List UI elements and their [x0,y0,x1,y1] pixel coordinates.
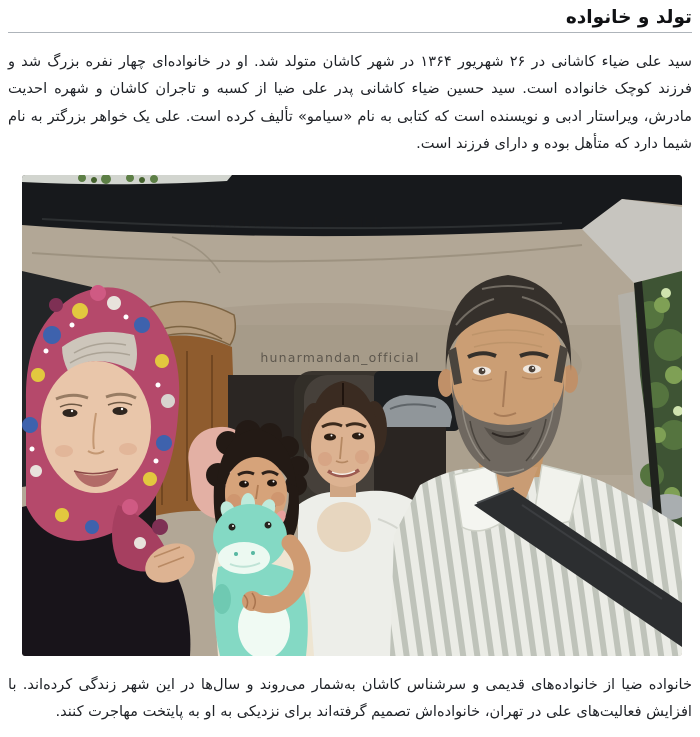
watermark-text: hunarmandan_official [260,349,420,365]
family-car-photo[interactable] [22,175,682,656]
family-car-photo-graphic [22,175,682,656]
paragraph-family: خانواده ضیا از خانواده‌های قدیمی و سرشناس کاشان به‌شمار می‌روند و سال‌ها در این شهر زندگی کرده‌اند. با افزایش فعالیت‌های علی در تهران، خانواده‌اش تصمیم گرفته‌اند برای نزدیکی به او به پایتخت مهاجرت کنند. [8,675,692,721]
section-heading: تولد و خانواده [8,5,692,33]
car-behind [380,395,452,427]
mother-hands [317,502,371,552]
watermark-text: hunarmandan_official [208,215,380,231]
dino-snout [218,542,270,574]
paragraph-birth: سید علی ضیاء کاشانی در ۲۶ شهریور ۱۳۶۴ در شهر کاشان متولد شد. او در خانواده‌ای چهار نفره بزرگ شد و فرزند کوچک خانواده است. سید حسین ضیاء کاشانی پدر علی ضیا از کسبه و تاجران کاشان و شهره احدیت مادرش، ویراستار ادبی و نویسنده است که کتابی به نام «سیامو» تألیف کرده است. علی یک خواهر بزرگتر به نام شیما دارد که متأهل بوده و دارای فرزند است. [8,53,692,153]
